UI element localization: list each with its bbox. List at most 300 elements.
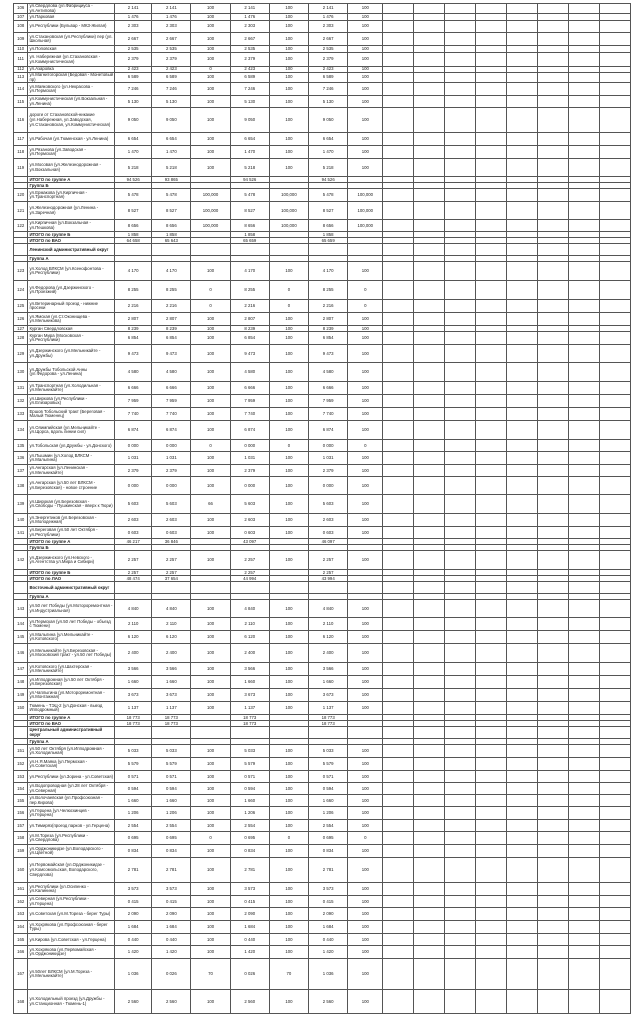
empty-cell	[507, 300, 538, 313]
value-cell: 100	[191, 53, 230, 67]
empty-cell	[383, 452, 414, 465]
empty-cell	[414, 582, 445, 594]
empty-cell	[538, 908, 569, 921]
value-cell: 94 526	[115, 177, 152, 183]
empty-cell	[569, 582, 600, 594]
value-cell: 5 478	[115, 189, 152, 202]
value-cell: 1 858	[309, 232, 348, 238]
empty-cell	[445, 644, 476, 663]
value-cell: 100	[191, 4, 230, 14]
table-row	[14, 514, 631, 527]
value-cell: 1 036	[115, 959, 152, 990]
value-cell: 100	[269, 600, 308, 618]
value-cell: 1 476	[115, 14, 152, 21]
empty-cell	[507, 771, 538, 783]
value-cell: 100	[269, 771, 308, 783]
value-cell: 3 573	[115, 883, 152, 896]
value-cell: 100	[191, 363, 230, 382]
empty-cell	[538, 527, 569, 539]
value-cell	[115, 244, 152, 256]
empty-cell	[600, 220, 631, 232]
value-cell: 9 050	[115, 108, 152, 133]
empty-cell	[507, 262, 538, 281]
table-row	[14, 551, 631, 570]
table-row	[14, 363, 631, 382]
value-cell	[348, 727, 383, 739]
empty-cell	[569, 727, 600, 739]
empty-cell	[569, 551, 600, 570]
empty-cell	[538, 477, 569, 495]
empty-cell	[538, 883, 569, 896]
value-cell: 7 246	[230, 83, 269, 96]
value-cell: 100	[191, 262, 230, 281]
table-row	[14, 382, 631, 395]
empty-cell	[569, 345, 600, 363]
value-cell: 2 781	[115, 858, 152, 883]
value-cell: 100	[269, 332, 308, 345]
empty-cell	[383, 220, 414, 232]
empty-cell	[414, 146, 445, 159]
empty-cell	[507, 313, 538, 326]
value-cell	[348, 582, 383, 594]
empty-cell	[538, 408, 569, 421]
empty-cell	[476, 896, 507, 908]
value-cell: 100	[348, 551, 383, 570]
value-cell: 5 033	[230, 745, 269, 758]
value-cell: 100	[269, 146, 308, 159]
value-cell	[309, 582, 348, 594]
value-cell: 4 840	[152, 600, 191, 618]
empty-cell	[476, 495, 507, 514]
value-cell: 8 527	[309, 202, 348, 220]
value-cell: 100	[348, 908, 383, 921]
value-cell: 100	[191, 883, 230, 896]
value-cell: 6 666	[152, 382, 191, 395]
value-cell: 5 478	[230, 189, 269, 202]
value-cell: 100	[269, 326, 308, 332]
empty-cell	[414, 663, 445, 676]
row-name: ул.Дружбы Тобольской Анны (ул.Федорова - ул.Ленина)	[28, 363, 115, 382]
value-cell: 1 858	[230, 232, 269, 238]
empty-cell	[414, 631, 445, 644]
row-name: ул.Ямская (ул.Ст.Оконищева - ул.Мельникова)	[28, 313, 115, 326]
value-cell: 6 589	[152, 73, 191, 83]
table-row	[14, 53, 631, 67]
row-number: 156	[14, 807, 28, 820]
value-cell: 100	[191, 771, 230, 783]
value-cell: 1 031	[230, 452, 269, 465]
value-cell: 100	[191, 332, 230, 345]
table-row	[14, 689, 631, 702]
empty-cell	[476, 465, 507, 477]
empty-cell	[476, 53, 507, 67]
empty-cell	[445, 783, 476, 795]
value-cell	[191, 582, 230, 594]
empty-cell	[476, 934, 507, 946]
empty-cell	[383, 845, 414, 858]
empty-cell	[383, 421, 414, 440]
table-row	[14, 421, 631, 440]
empty-cell	[476, 514, 507, 527]
value-cell: 9 473	[115, 345, 152, 363]
row-name: ул.50 лет Октября (ул.Ипподромная - ул.Холодильная)	[28, 745, 115, 758]
value-cell: 7 246	[309, 83, 348, 96]
empty-cell	[507, 440, 538, 452]
value-cell: 100	[269, 21, 308, 33]
table-row	[14, 495, 631, 514]
value-cell: 1 206	[115, 807, 152, 820]
empty-cell	[569, 244, 600, 256]
value-cell: 100	[269, 477, 308, 495]
empty-cell	[538, 600, 569, 618]
value-cell: 6 654	[309, 133, 348, 146]
value-cell: 1 420	[152, 946, 191, 959]
empty-cell	[569, 363, 600, 382]
empty-cell	[538, 676, 569, 689]
table-row	[14, 46, 631, 53]
value-cell: 0 000	[309, 440, 348, 452]
value-cell: 0 594	[115, 783, 152, 795]
value-cell: 4 840	[230, 600, 269, 618]
value-cell: 18 773	[230, 715, 269, 721]
row-name: ул.Республики (ул.Зорина - ул.Советская)	[28, 771, 115, 783]
table-row	[14, 332, 631, 345]
value-cell: 0 695	[230, 832, 269, 845]
value-cell: 2 216	[115, 300, 152, 313]
value-cell: 100	[269, 934, 308, 946]
value-cell: 100	[269, 702, 308, 715]
row-name: Восточный административный округ	[28, 582, 115, 594]
value-cell: 0 603	[230, 527, 269, 539]
value-cell: 100	[348, 452, 383, 465]
empty-cell	[507, 618, 538, 631]
empty-cell	[600, 440, 631, 452]
empty-cell	[476, 159, 507, 177]
row-name: ИТОГО по группе Б	[28, 232, 115, 238]
row-name: ул.Водопроводная (ул.28 лет Октября - ул.Северная)	[28, 783, 115, 795]
row-name: ул.Железнодорожная (ул.Ленина - ул.Заречная)	[28, 202, 115, 220]
empty-cell	[569, 745, 600, 758]
value-cell: 100	[191, 896, 230, 908]
value-cell: 1 684	[230, 921, 269, 934]
empty-cell	[507, 4, 538, 14]
value-cell: 100	[191, 452, 230, 465]
empty-cell	[569, 663, 600, 676]
row-name: ул.Ипподромная (ул.50 лет Октября - ул.Березовская)	[28, 676, 115, 689]
empty-cell	[476, 345, 507, 363]
empty-cell	[383, 745, 414, 758]
row-name: ИТОГО по ЛАО	[28, 576, 115, 582]
value-cell: 100,000	[191, 189, 230, 202]
value-cell: 9 473	[152, 345, 191, 363]
value-cell: 100	[269, 618, 308, 631]
row-number: 152	[14, 758, 28, 771]
empty-cell	[569, 631, 600, 644]
row-name: ул.Тимиряз(проезд парков - ул.Герцена)	[28, 820, 115, 832]
empty-cell	[569, 959, 600, 990]
empty-cell	[569, 133, 600, 146]
row-number: 111	[14, 53, 28, 67]
empty-cell	[569, 421, 600, 440]
empty-cell	[445, 600, 476, 618]
empty-cell	[569, 795, 600, 807]
value-cell: 100	[269, 845, 308, 858]
row-name: ул.Коммунистическая (ул.Вокзальная - ул.Ленина)	[28, 96, 115, 108]
value-cell: 100	[269, 363, 308, 382]
empty-cell	[476, 96, 507, 108]
row-number: 122	[14, 220, 28, 232]
empty-cell	[414, 514, 445, 527]
empty-cell	[600, 33, 631, 46]
row-name: Группа А	[28, 256, 115, 262]
empty-cell	[445, 795, 476, 807]
value-cell: 6 654	[152, 133, 191, 146]
value-cell: 6 874	[309, 421, 348, 440]
empty-cell	[445, 990, 476, 1014]
empty-cell	[414, 618, 445, 631]
empty-cell	[476, 807, 507, 820]
value-cell: 100	[348, 133, 383, 146]
value-cell: 8 527	[115, 202, 152, 220]
value-cell: 7 959	[309, 395, 348, 408]
empty-cell	[476, 990, 507, 1014]
row-name: ул.Малыгина (ул.Мельникайте - ул.Котовского)	[28, 631, 115, 644]
value-cell: 2 400	[230, 644, 269, 663]
empty-cell	[383, 146, 414, 159]
empty-cell	[600, 382, 631, 395]
value-cell: 3 573	[309, 883, 348, 896]
value-cell: 100,000	[269, 220, 308, 232]
empty-cell	[445, 421, 476, 440]
empty-cell	[476, 300, 507, 313]
empty-cell	[538, 133, 569, 146]
value-cell: 100	[348, 820, 383, 832]
empty-cell	[600, 146, 631, 159]
empty-cell	[445, 83, 476, 96]
empty-cell	[445, 262, 476, 281]
empty-cell	[383, 189, 414, 202]
value-cell: 65 659	[230, 238, 269, 244]
row-number: 149	[14, 689, 28, 702]
value-cell	[152, 727, 191, 739]
empty-cell	[476, 262, 507, 281]
value-cell: 2 110	[152, 618, 191, 631]
empty-cell	[538, 783, 569, 795]
table-row	[14, 408, 631, 421]
empty-cell	[476, 727, 507, 739]
value-cell: 1 660	[115, 676, 152, 689]
value-cell: 100,000	[191, 202, 230, 220]
empty-cell	[538, 845, 569, 858]
empty-cell	[569, 300, 600, 313]
row-number: 153	[14, 771, 28, 783]
value-cell: 18 773	[230, 721, 269, 727]
value-cell: 4 840	[309, 600, 348, 618]
empty-cell	[538, 108, 569, 133]
empty-cell	[445, 452, 476, 465]
value-cell: 6 120	[115, 631, 152, 644]
empty-cell	[445, 189, 476, 202]
empty-cell	[538, 202, 569, 220]
value-cell: 2 141	[230, 4, 269, 14]
empty-cell	[600, 133, 631, 146]
empty-cell	[507, 21, 538, 33]
value-cell: 100	[348, 618, 383, 631]
row-number: 162	[14, 896, 28, 908]
empty-cell	[476, 14, 507, 21]
value-cell: 3 573	[230, 883, 269, 896]
value-cell: 2 216	[309, 300, 348, 313]
empty-cell	[600, 908, 631, 921]
empty-cell	[507, 745, 538, 758]
empty-cell	[507, 663, 538, 676]
row-number: 130	[14, 363, 28, 382]
empty-cell	[538, 990, 569, 1014]
empty-cell	[538, 262, 569, 281]
empty-cell	[445, 73, 476, 83]
row-name: Ершов Тобольский тракт (Береговая - Малый Тюменец)	[28, 408, 115, 421]
value-cell: 100	[269, 313, 308, 326]
value-cell: 5 130	[309, 96, 348, 108]
row-number: 138	[14, 477, 28, 495]
empty-cell	[476, 858, 507, 883]
empty-cell	[476, 820, 507, 832]
table-row	[14, 990, 631, 1014]
empty-cell	[538, 73, 569, 83]
row-name: ул.Энергетиков (ул.Березовская - ул.Молодежная)	[28, 514, 115, 527]
row-number: 160	[14, 858, 28, 883]
empty-cell	[507, 676, 538, 689]
empty-cell	[383, 631, 414, 644]
value-cell: 5 579	[230, 758, 269, 771]
table-row	[14, 300, 631, 313]
value-cell: 100	[348, 990, 383, 1014]
value-cell: 2 379	[152, 53, 191, 67]
empty-cell	[383, 832, 414, 845]
row-name: ул.Маяковского (ул.Некрасова - ул.Пермская)	[28, 83, 115, 96]
empty-cell	[414, 189, 445, 202]
value-cell: 100	[348, 53, 383, 67]
empty-cell	[445, 807, 476, 820]
empty-cell	[414, 83, 445, 96]
empty-cell	[600, 582, 631, 594]
empty-cell	[476, 421, 507, 440]
value-cell: 18 773	[115, 715, 152, 721]
value-cell	[230, 727, 269, 739]
value-cell: 1 420	[230, 946, 269, 959]
row-number: 131	[14, 382, 28, 395]
value-cell: 100	[348, 83, 383, 96]
value-cell: 2 603	[309, 514, 348, 527]
row-name: ул.Ангарская (ул.50 лет ВЛКСМ - ул.Березовская) - новое строение	[28, 477, 115, 495]
value-cell: 100	[269, 159, 308, 177]
value-cell: 100	[191, 946, 230, 959]
value-cell: 2 141	[115, 4, 152, 14]
value-cell: 100	[348, 159, 383, 177]
empty-cell	[600, 262, 631, 281]
table-row	[14, 934, 631, 946]
value-cell	[191, 244, 230, 256]
value-cell: 1 660	[309, 795, 348, 807]
value-cell: 100	[191, 527, 230, 539]
row-name: ул.Поповская	[28, 46, 115, 53]
row-number: 157	[14, 820, 28, 832]
value-cell: 5 130	[152, 96, 191, 108]
empty-cell	[414, 395, 445, 408]
value-cell: 7 740	[230, 408, 269, 421]
empty-cell	[507, 421, 538, 440]
empty-cell	[476, 689, 507, 702]
row-name: ул.М.Тореза (ул.Республики - ул.Свердлова)	[28, 832, 115, 845]
empty-cell	[569, 832, 600, 845]
row-number: 159	[14, 845, 28, 858]
empty-cell	[445, 14, 476, 21]
value-cell: 6 589	[309, 73, 348, 83]
empty-cell	[600, 702, 631, 715]
empty-cell	[383, 96, 414, 108]
table-row	[14, 465, 631, 477]
value-cell: 9 050	[309, 108, 348, 133]
empty-cell	[600, 783, 631, 795]
value-cell: 100	[191, 858, 230, 883]
value-cell: 100,000	[348, 202, 383, 220]
empty-cell	[600, 21, 631, 33]
row-number: 116	[14, 108, 28, 133]
empty-cell	[538, 745, 569, 758]
empty-cell	[569, 21, 600, 33]
table-row	[14, 845, 631, 858]
empty-cell	[600, 990, 631, 1014]
empty-cell	[507, 689, 538, 702]
value-cell: 0 440	[152, 934, 191, 946]
empty-cell	[476, 83, 507, 96]
row-name: ул.50 лет Победы (ул.Мотороремонтная - ул.Индустриальная)	[28, 600, 115, 618]
empty-cell	[445, 527, 476, 539]
empty-cell	[538, 959, 569, 990]
value-cell: 2 090	[115, 908, 152, 921]
value-cell: 4 580	[230, 363, 269, 382]
empty-cell	[600, 618, 631, 631]
empty-cell	[476, 959, 507, 990]
empty-cell	[538, 858, 569, 883]
value-cell: 18 773	[115, 721, 152, 727]
empty-cell	[445, 332, 476, 345]
value-cell: 0 000	[152, 477, 191, 495]
empty-cell	[414, 133, 445, 146]
value-cell: 3 673	[230, 689, 269, 702]
empty-cell	[569, 108, 600, 133]
value-cell: 0 440	[309, 934, 348, 946]
empty-cell	[414, 745, 445, 758]
empty-cell	[569, 202, 600, 220]
value-cell: 100	[191, 146, 230, 159]
row-number: 107	[14, 14, 28, 21]
empty-cell	[507, 600, 538, 618]
empty-cell	[414, 332, 445, 345]
empty-cell	[507, 33, 538, 46]
value-cell: 8 527	[230, 202, 269, 220]
empty-cell	[476, 527, 507, 539]
empty-cell	[414, 262, 445, 281]
value-cell: 1 031	[115, 452, 152, 465]
empty-cell	[383, 527, 414, 539]
empty-cell	[414, 551, 445, 570]
value-cell: 2 303	[230, 21, 269, 33]
empty-cell	[600, 845, 631, 858]
row-name: ул.Холодильный проезд (ул.Дружбы - ул.Станционная - Тюмень-1)	[28, 990, 115, 1014]
row-name: ИТОГО по ВАО	[28, 238, 115, 244]
row-name: ул.Стахановская (ул.Республики) пер (ул. Школьная)	[28, 33, 115, 46]
